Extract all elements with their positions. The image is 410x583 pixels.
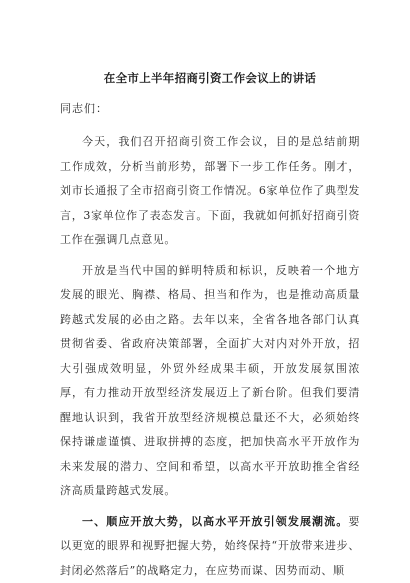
section-heading: 一、顺应开放大势，以高水平开放引领发展潮流。	[82, 515, 348, 528]
paragraph-text: 今天，我们召开招商引资工作会议，目的是总结前期工作成效，分析当前形势，部署下一步工作任务。刚才，刘市长通报了全市招商引资工作情况。6家单位作了典型发言，3家单位作了表态发言。下面，我就如何抓好招商引资工作在强调几点意见。	[60, 135, 360, 246]
salutation: 同志们：	[60, 100, 360, 116]
paragraph-section-one	[60, 510, 360, 583]
document-title: 在全市上半年招商引资工作会议上的讲话	[60, 70, 360, 86]
paragraph-opening	[60, 130, 360, 253]
paragraph-text: 要以更宽的眼界和视野把握大势，始终保持“开放带来进步、封闭必然落后”的战略定力，在应势而谋、因势而动、顺	[60, 515, 360, 577]
paragraph-opening-up	[60, 259, 360, 504]
paragraph-text: 开放是当代中国的鲜明特质和标识，反映着一个地方发展的眼光、胸襟、格局、担当和作为，也是推动高质量跨越式发展的必由之路。去年以来，全省各地各部门认真贯彻省委、省政府决策部署，全面扩大对内对外开放，招大引强成效明显，外贸外经成果丰硕，开放发展氛围浓厚，有力推动开放型经济发展迈上了新台阶。但我们要清醒地认识到，我省开放型经济规模总量还不大，必须始终保持谦虚谨慎、进取拼搏的态度，把加快高水平开放作为未来发展的潜力、空间和希望，以高水平开放助推全省经济高质量跨越式发展。	[60, 264, 360, 498]
